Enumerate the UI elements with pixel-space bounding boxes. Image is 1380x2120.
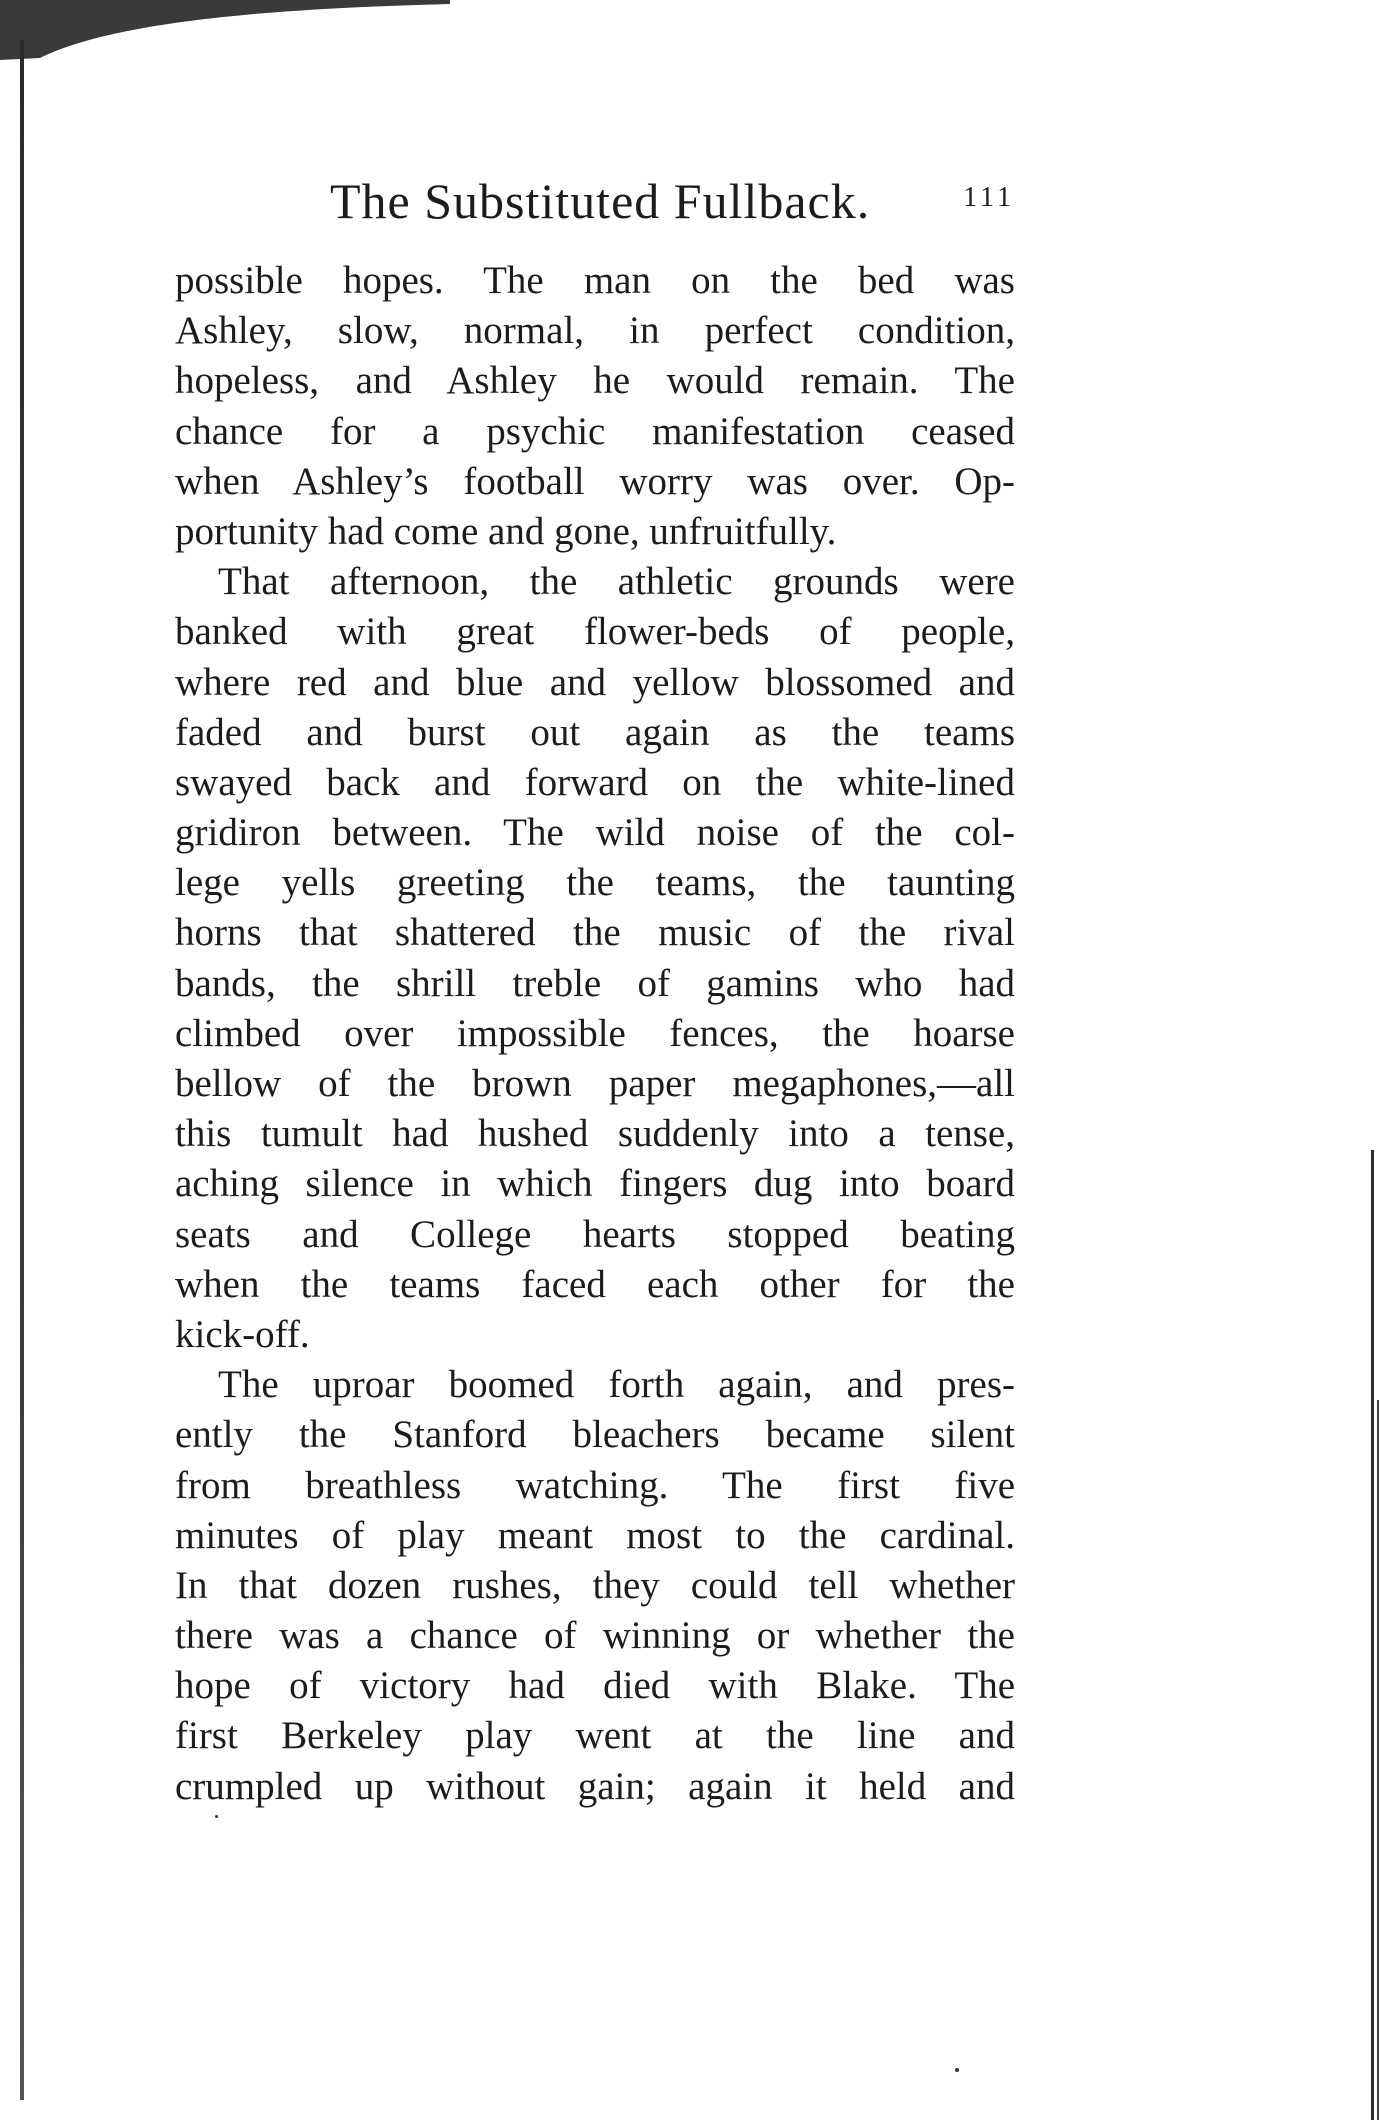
scan-shadow-corner xyxy=(0,0,450,60)
text-line: In that dozen rushes, they could tell whether xyxy=(175,1563,1015,1607)
text-line: first Berkeley play went at the line and xyxy=(175,1714,1015,1758)
text-line: kick-off. xyxy=(175,1312,310,1356)
text-line: swayed back and forward on the white-lined xyxy=(175,760,1015,804)
text-line: climbed over impossible fences, the hoarse xyxy=(175,1011,1015,1055)
text-line: bands, the shrill treble of gamins who had xyxy=(175,961,1015,1005)
scan-right-edge xyxy=(1371,1150,1374,2120)
text-line: seats and College hearts stopped beating xyxy=(175,1212,1015,1256)
text-line: banked with great flower-beds of people, xyxy=(175,610,1015,654)
text-line: minutes of play meant most to the cardinal. xyxy=(175,1513,1015,1557)
text-line: where red and blue and yellow blossomed and xyxy=(175,660,1015,704)
text-line: gridiron between. The wild noise of the col- xyxy=(175,811,1015,855)
text-line: faded and burst out again as the teams xyxy=(175,710,1015,754)
text-line: from breathless watching. The first five xyxy=(175,1463,1015,1507)
running-title: The Substituted Fullback. xyxy=(330,173,871,229)
text-line: hopeless, and Ashley he would remain. The xyxy=(175,359,1015,403)
paragraph xyxy=(175,557,1015,1360)
scan-speck xyxy=(955,2068,959,2072)
running-head xyxy=(175,168,1015,238)
text-line: crumpled up without gain; again it held and xyxy=(175,1764,1015,1808)
text-line: when Ashley’s football worry was over. Op- xyxy=(175,459,1015,503)
text-line: ently the Stanford bleachers became silent xyxy=(175,1413,1015,1457)
body-text xyxy=(175,256,1015,1812)
text-line: aching silence in which fingers dug into board xyxy=(175,1162,1015,1206)
text-line: possible hopes. The man on the bed was xyxy=(175,259,1015,302)
scan-left-edge xyxy=(20,40,24,2100)
text-line: there was a chance of winning or whether the xyxy=(175,1614,1015,1658)
paragraph xyxy=(175,256,1015,557)
text-line: bellow of the brown paper megaphones,—all xyxy=(175,1062,1015,1105)
text-line: The uproar boomed forth again, and pres- xyxy=(218,1363,1015,1407)
text-line: horns that shattered the music of the rival xyxy=(175,911,1015,955)
scan-right-edge-inner xyxy=(1377,1400,1379,2120)
text-line: portunity had come and gone, unfruitfully. xyxy=(175,509,837,553)
paragraph xyxy=(175,1360,1015,1812)
text-line: when the teams faced each other for the xyxy=(175,1262,1015,1306)
page-number: 111 xyxy=(963,182,1015,213)
scan-speck xyxy=(215,1815,218,1818)
text-line: this tumult had hushed suddenly into a tense, xyxy=(175,1112,1015,1156)
text-line: Ashley, slow, normal, in perfect condition, xyxy=(175,309,1015,353)
text-line: hope of victory had died with Blake. The xyxy=(175,1664,1015,1708)
text-line: chance for a psychic manifestation ceased xyxy=(175,409,1015,453)
text-line: lege yells greeting the teams, the taunting xyxy=(175,861,1015,905)
text-line: That afternoon, the athletic grounds were xyxy=(218,560,1015,604)
